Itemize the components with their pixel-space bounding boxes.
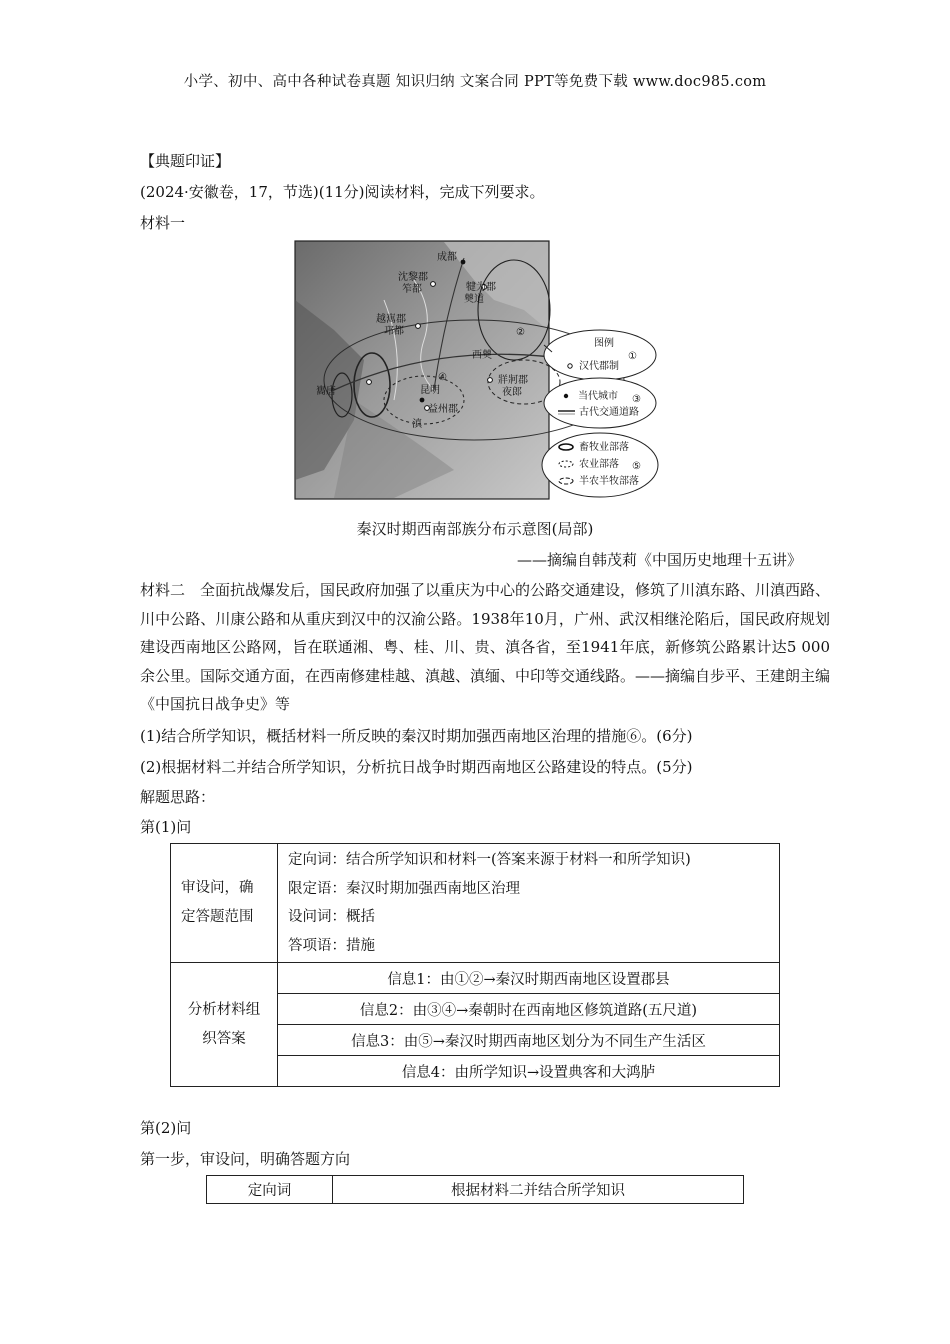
- qualifier: 限定语：秦汉时期加强西南地区治理: [288, 880, 520, 897]
- row1-label: 审设问，确定答题范围: [171, 844, 278, 963]
- svg-text:⑤: ⑤: [632, 461, 641, 472]
- thinking-label: 解题思路：: [140, 788, 216, 806]
- svg-text:当代城市: 当代城市: [578, 391, 618, 402]
- svg-text:滇: 滇: [412, 419, 422, 430]
- city-chengdu: [461, 260, 466, 265]
- answer-term: 答项语：措施: [288, 937, 375, 954]
- svg-text:成都: 成都: [437, 252, 457, 263]
- info-3: 信息3：由⑤→秦汉时期西南地区划分为不同生产生活区: [278, 1025, 780, 1056]
- svg-text:越嶲郡: 越嶲郡: [376, 314, 406, 325]
- svg-text:农业部落: 农业部落: [579, 459, 619, 470]
- analysis-table-2: [206, 1175, 744, 1204]
- question-intro: (2024·安徽卷，17，节选)(11分)阅读材料，完成下列要求。: [140, 183, 545, 201]
- svg-text:笮都: 笮都: [402, 284, 422, 295]
- svg-text:邛都: 邛都: [384, 326, 404, 337]
- section-title: 【典题印证】: [140, 152, 231, 170]
- svg-text:夜郎: 夜郎: [502, 387, 522, 398]
- row2-label: 分析材料组织答案: [171, 963, 278, 1087]
- question-1: (1)结合所学知识，概括材料一所反映的秦汉时期加强西南地区治理的措施⑥。(6分): [140, 727, 693, 745]
- part2-label: 第(2)问: [140, 1119, 192, 1137]
- southwest-tribes-map: [294, 240, 679, 502]
- svg-text:汉代郡制: 汉代郡制: [579, 361, 619, 372]
- material1-label: 材料一: [140, 214, 186, 232]
- svg-text:②: ②: [516, 327, 525, 338]
- t2-directive-value: 根据材料二并结合所学知识: [333, 1176, 744, 1204]
- analysis-table-1: [170, 843, 780, 1087]
- map-source: ——摘编自韩茂莉《中国历史地理十五讲》: [516, 551, 802, 569]
- t2-directive-label: 定向词: [207, 1176, 333, 1204]
- svg-text:牂牁郡: 牂牁郡: [498, 375, 528, 386]
- svg-text:昆明: 昆明: [420, 385, 440, 396]
- map-caption: 秦汉时期西南部族分布示意图(局部): [356, 520, 594, 538]
- question-2: (2)根据材料二并结合所学知识，分析抗日战争时期西南地区公路建设的特点。(5分): [140, 758, 693, 776]
- svg-text:③: ③: [632, 394, 641, 405]
- svg-text:④: ④: [438, 372, 447, 383]
- row1-content: [278, 844, 780, 963]
- svg-text:僰道: 僰道: [464, 294, 484, 305]
- svg-text:①: ①: [628, 351, 637, 362]
- page-header: 小学、初中、高中各种试卷真题 知识归纳 文案合同 PPT等免费下载 www.doc985.com: [183, 74, 767, 90]
- info-2: 信息2：由③④→秦朝时在西南地区修筑道路(五尺道): [278, 994, 780, 1025]
- svg-text:西僰: 西僰: [472, 350, 492, 361]
- svg-text:沈黎郡: 沈黎郡: [398, 272, 428, 283]
- svg-text:图例: 图例: [594, 338, 614, 349]
- svg-text:巂唐: 巂唐: [316, 386, 336, 397]
- directive-word: 定向词：结合所学知识和材料一(答案来源于材料一和所学知识): [288, 852, 691, 868]
- svg-text:益州郡: 益州郡: [428, 404, 458, 415]
- part1-label: 第(1)问: [140, 818, 192, 836]
- svg-text:半农半牧部落: 半农半牧部落: [579, 476, 639, 487]
- info-4: 信息4：由所学知识→设置典客和大鸿胪: [278, 1056, 780, 1087]
- svg-text:犍为郡: 犍为郡: [466, 282, 496, 293]
- material2-paragraph: 材料二 全面抗战爆发后，国民政府加强了以重庆为中心的公路交通建设，修筑了川滇东路、川滇西路、川中公路、川康公路和从重庆到汉中的汉渝公路。1938年10月，广州、武汉相继沦陷后，国民政府规划建设西南地区公路网，旨在联通湘、粤、桂、川、贵、滇各省，至1941年底，新修筑公路累计达5 000余公里。国际交通方面，在西南修建桂越、滇越、滇缅、中印等交通线路。——摘编自步平、王建朗主编《中国抗日战争史》等: [140, 581, 831, 713]
- svg-text:古代交通道路: 古代交通道路: [579, 407, 639, 418]
- step1-label: 第一步，审设问，明确答题方向: [140, 1150, 351, 1168]
- question-word: 设问词：概括: [288, 909, 375, 925]
- svg-text:畜牧业部落: 畜牧业部落: [579, 442, 629, 453]
- info-1: 信息1：由①②→秦汉时期西南地区设置郡县: [278, 963, 780, 994]
